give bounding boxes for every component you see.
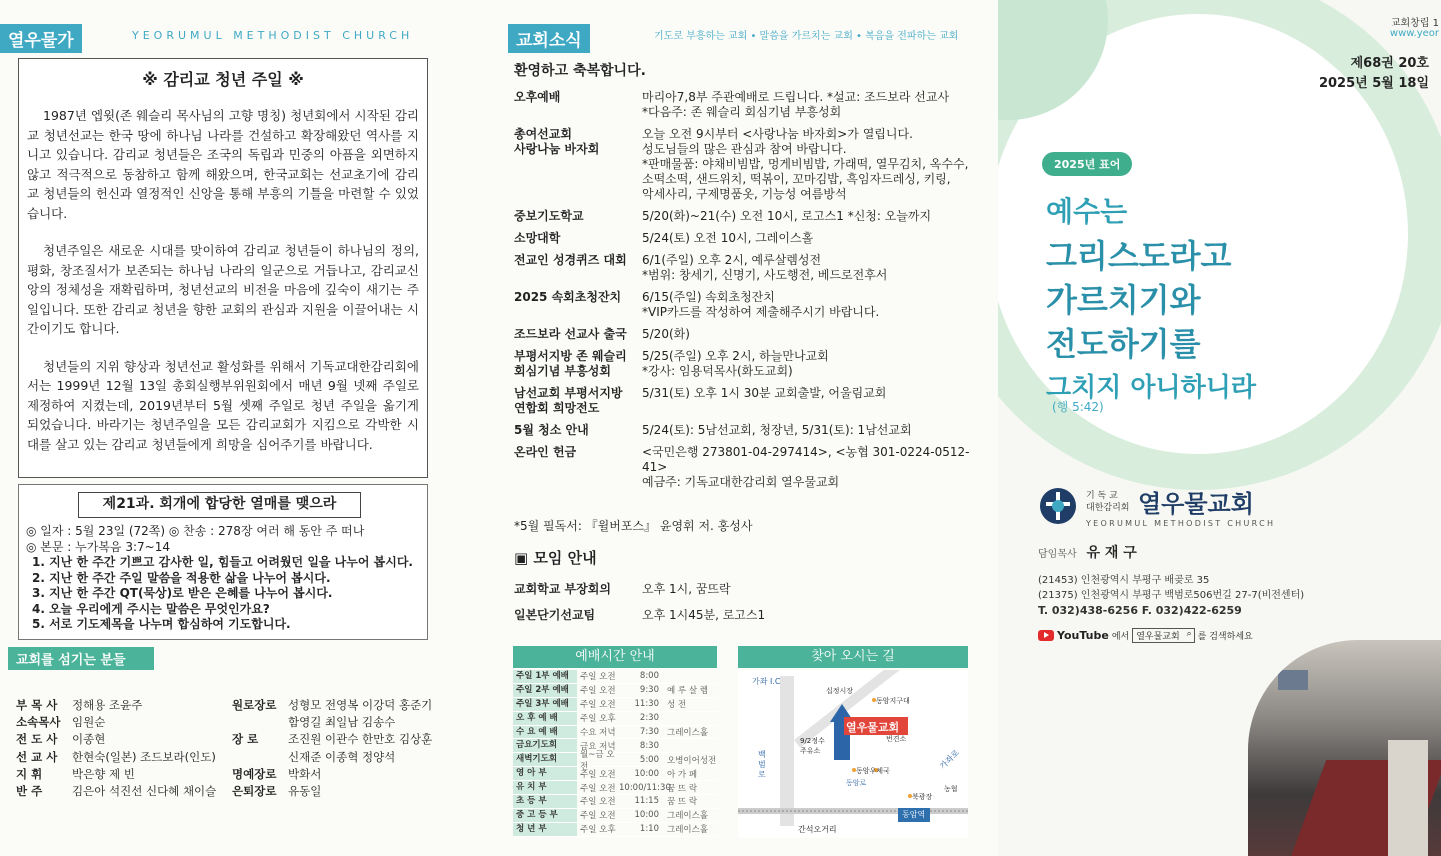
staff-names: 조진원 이관수 한만호 김상훈 bbox=[288, 732, 433, 747]
meeting-text: 오후 1시, 꿈뜨락 bbox=[642, 582, 731, 596]
map-label-place5: 북광장 bbox=[912, 793, 933, 801]
schedule-service: 영 아 부 bbox=[513, 767, 577, 780]
staff-role: 반 주 bbox=[16, 784, 43, 799]
staff-names: 박화서 bbox=[288, 766, 322, 781]
schedule-time: 11:30 bbox=[634, 699, 659, 710]
news-label: 전교인 성경퀴즈 대회 bbox=[514, 253, 627, 267]
news-label: 중보기도학교 bbox=[514, 209, 584, 223]
schedule-service: 주일 3부 예배 bbox=[513, 698, 577, 711]
meeting-list bbox=[514, 580, 974, 632]
schedule-day: 주일 오후 bbox=[580, 825, 616, 836]
schedule-place: 그레이스홀 bbox=[667, 825, 709, 836]
address-line: (21453) 인천광역시 부평구 배곶로 35 bbox=[1038, 575, 1210, 586]
map-label-place1: 동암지구대 bbox=[876, 697, 910, 705]
article-paragraph: 청년들의 지위 향상과 청년선교 활성화를 위해서 기독교대한감리회에서는 1999년 12월 13일 총회실행부위원회에서 매년 9월 넷째 주일로 제정하여 지켰는데, 2019년부터 5월 셋째 주일로 청년 주일을 옮기게 되었습니다. 바라기는 청년주일을 모든 감리교회가 지킴으로 각박한 시대를 살고 있는 감리교 청년들에게 희망을 심어주기를 바랍니다. bbox=[27, 358, 419, 452]
news-label: 부평서지방 존 웨슬리 회심기념 부흥성회 bbox=[514, 349, 627, 378]
meeting-label: 교회학교 부장회의 bbox=[514, 582, 611, 596]
logo-caption bbox=[1086, 490, 1129, 514]
youtube-tail: 를 검색하세요 bbox=[1197, 632, 1253, 642]
schedule-row bbox=[513, 767, 717, 781]
news-item bbox=[514, 127, 984, 202]
sanctuary-photo bbox=[1248, 640, 1441, 856]
schedule-time: 8:00 bbox=[639, 671, 659, 682]
schedule-service: 오 후 예 배 bbox=[513, 712, 577, 725]
staff-names: 함영길 최일남 김송수 bbox=[288, 714, 396, 729]
news-item bbox=[514, 209, 984, 224]
lesson-question: 5. 서로 기도제목을 나누며 합심하여 기도합니다. bbox=[32, 617, 291, 631]
schedule-service: 유 치 부 bbox=[513, 781, 577, 794]
motto-badge: 2025년 표어 bbox=[1042, 152, 1132, 176]
schedule-service: 수 요 예 배 bbox=[513, 726, 577, 739]
schedule-row bbox=[513, 698, 717, 712]
staff-names: 이종현 bbox=[72, 732, 106, 747]
schedule-row bbox=[513, 781, 717, 795]
search-icon: ⌕ bbox=[1186, 629, 1192, 639]
schedule-row bbox=[513, 795, 717, 809]
meeting-text: 오후 1시45분, 로고스1 bbox=[642, 608, 766, 622]
staff-names: 성형모 전영복 이강덕 홍준기 bbox=[288, 697, 433, 712]
news-label: 5월 청소 안내 bbox=[514, 423, 589, 437]
meeting-label: 일본단기선교팀 bbox=[514, 608, 596, 622]
news-label: 총여선교회 사랑나눔 바자회 bbox=[514, 127, 600, 156]
address-line: (21375) 인천광역시 부평구 백범로506번길 27-7(비전센터) bbox=[1038, 590, 1305, 601]
news-text: 6/1(주일) 오후 2시, 예루살렘성전 *범위: 창세기, 신명기, 사도행전, 베드로전후서 bbox=[642, 253, 888, 282]
youtube-mid: 에서 bbox=[1111, 632, 1130, 642]
issue-date: 2025년 5월 18일 bbox=[1318, 76, 1429, 91]
schedule-day: 주일 오전 bbox=[580, 672, 616, 683]
map-label-side-road: 백범로 bbox=[758, 750, 766, 779]
news-label: 2025 속회초청잔치 bbox=[514, 290, 622, 304]
news-text: 5/24(토) 오전 10시, 그레이스홀 bbox=[642, 231, 814, 245]
schedule-row bbox=[513, 749, 717, 772]
staff-role: 선 교 사 bbox=[16, 749, 58, 764]
schedule-title: 예배시간 안내 bbox=[513, 646, 717, 668]
news-text: 오늘 오전 9시부터 <사랑나눔 바자회>가 열립니다. 성도님들의 많은 관심과 참여 바랍니다. *판매물품: 야채비빔밥, 멍게비빔밥, 가래떡, 열무김치, 옥수수, 소떡소떡, 샌드위치, 떡볶이, 꼬마김밥, 흑임자드레싱, 키링, 악세사리, 구제명품옷, 기능성 여름방석 bbox=[642, 127, 969, 201]
staff-row bbox=[16, 713, 466, 730]
schedule-day: 주일 오전 bbox=[580, 700, 616, 711]
news-label: 오후예배 bbox=[514, 90, 561, 104]
youtube-search-box[interactable] bbox=[1132, 628, 1194, 643]
schedule-day: 수요 저녁 bbox=[580, 728, 616, 738]
motto-line: 그치지 아니하니라 bbox=[1046, 373, 1256, 403]
schedule-day: 주일 오전 bbox=[580, 686, 616, 697]
news-label: 조드보라 선교사 출국 bbox=[514, 327, 627, 341]
news-text: <국민은행 273801-04-297414>, <농협 301-0224-0512-41> 예금주: 기독교대한감리회 열우물교회 bbox=[642, 445, 970, 489]
lesson-question: 4. 오늘 우리에게 주시는 말씀은 무엇인가요? bbox=[32, 601, 270, 616]
news-item bbox=[514, 290, 984, 320]
motto-verse: (행 5:42) bbox=[1052, 400, 1104, 414]
map-label-place2: 9/2정수 주유소 bbox=[800, 737, 825, 755]
church-logo-icon bbox=[1038, 486, 1078, 526]
map-label-gajwa-road: 가좌로 bbox=[938, 748, 961, 771]
header-slogan: 기도로 부흥하는 교회 • 말씀을 가르치는 교회 • 복음을 전파하는 교회 bbox=[654, 31, 959, 42]
youtube-row bbox=[1038, 628, 1253, 643]
map-title: 찾아 오시는 길 bbox=[738, 646, 968, 668]
website-url: www.yeor bbox=[1389, 28, 1439, 39]
pastor-name: 유 재 구 bbox=[1086, 545, 1137, 561]
map-label-crossroad: 간석오거리 bbox=[798, 825, 837, 834]
news-item bbox=[514, 327, 984, 342]
schedule-place: 오병이어성전 bbox=[667, 755, 717, 766]
schedule-row bbox=[513, 809, 717, 823]
staff-list bbox=[16, 696, 466, 800]
schedule-place: 꿈 뜨 락 bbox=[667, 783, 698, 794]
staff-role: 소속목사 bbox=[16, 714, 61, 729]
news-item bbox=[514, 445, 984, 490]
motto-line: 그리스도라고 bbox=[1046, 237, 1232, 275]
phone-fax: T. 032)438-6256 F. 032)422-6259 bbox=[1038, 604, 1242, 617]
schedule-service: 주일 2부 예배 bbox=[513, 684, 577, 697]
news-item bbox=[514, 386, 984, 416]
schedule-day: 주일 오전 bbox=[580, 783, 616, 794]
news-label: 소망대학 bbox=[514, 231, 561, 245]
schedule-day: 주일 오후 bbox=[580, 714, 616, 725]
header-english: YEORUMUL METHODIST CHURCH bbox=[132, 29, 414, 42]
news-text: 5/20(화) bbox=[642, 327, 690, 341]
staff-row bbox=[16, 731, 466, 748]
schedule-time: 9:30 bbox=[639, 685, 659, 696]
staff-names: 유동일 bbox=[288, 784, 322, 799]
section-tag-yeorumulga: 열우물가 bbox=[0, 24, 82, 53]
news-label: 온라인 헌금 bbox=[514, 445, 577, 459]
article-box bbox=[18, 58, 428, 478]
staff-row bbox=[16, 765, 466, 782]
lesson-question: 3. 지난 한 주간 QT(묵상)로 받은 은혜를 나누어 봅시다. bbox=[32, 586, 333, 600]
motto-line: 가르치기와 bbox=[1046, 281, 1201, 319]
panel-cover bbox=[998, 0, 1441, 856]
pastor-line bbox=[1038, 542, 1137, 562]
church-name-english: YEORUMUL METHODIST CHURCH bbox=[1086, 519, 1276, 528]
news-item bbox=[514, 231, 984, 246]
welcome-text: 환영하고 축복합니다. bbox=[514, 63, 646, 79]
schedule-place: 꿈 뜨 락 bbox=[667, 797, 698, 808]
logo-caption-line: 기 독 교 bbox=[1086, 491, 1118, 501]
section-tag-staff: 교회를 섬기는 분들 bbox=[8, 647, 154, 670]
photo-pulpit bbox=[1388, 740, 1428, 856]
staff-names: 김은아 석진선 신다혜 채이슬 bbox=[72, 784, 217, 799]
news-text: 5/31(토) 오후 1시 30분 교회출발, 어울림교회 bbox=[642, 386, 887, 400]
location-map bbox=[738, 670, 968, 838]
news-item bbox=[514, 90, 984, 120]
staff-role: 명예장로 bbox=[232, 766, 277, 781]
map-label-market: 십정시장 bbox=[826, 687, 854, 695]
logo-caption-line: 대한감리회 bbox=[1086, 503, 1130, 513]
meeting-title: ▣ 모임 안내 bbox=[514, 549, 597, 567]
book-note: *5월 필독서: 『윌버포스』 윤영휘 저. 홍성사 bbox=[514, 519, 753, 533]
lesson-title: 제21과. 회개에 합당한 열매를 맺으라 bbox=[78, 492, 361, 518]
schedule-place: 그레이스홀 bbox=[667, 811, 709, 822]
schedule-day: 월~금 오전 bbox=[580, 749, 615, 772]
map-label-place3: 번견소 bbox=[886, 735, 907, 743]
schedule-day: 주일 오전 bbox=[580, 811, 616, 822]
schedule-service: 새벽기도회 bbox=[513, 753, 577, 766]
news-text: 마리아7,8부 주관예배로 드립니다. *설교: 조드보라 선교사 *다음주: 존 웨슬리 회심기념 부흥성회 bbox=[642, 90, 950, 119]
news-item bbox=[514, 253, 984, 283]
pastor-label: 담임목사 bbox=[1038, 549, 1077, 560]
staff-role: 원로장로 bbox=[232, 697, 277, 712]
schedule-row bbox=[513, 712, 717, 726]
schedule-time: 1:10 bbox=[639, 824, 659, 835]
map-label-church: 열우물교회 bbox=[846, 721, 900, 734]
staff-row bbox=[16, 782, 466, 799]
schedule-time: 2:30 bbox=[639, 713, 659, 724]
staff-role: 장 로 bbox=[232, 732, 259, 747]
map-label-station: 동암역 bbox=[902, 810, 926, 819]
staff-names: 임원순 bbox=[72, 714, 106, 729]
youtube-search-text: 열우물교회 bbox=[1136, 632, 1180, 642]
photo-screen bbox=[1278, 670, 1308, 690]
schedule-row bbox=[513, 684, 717, 698]
meeting-item bbox=[514, 606, 974, 632]
schedule-service: 금요기도회 bbox=[513, 739, 577, 752]
news-text: 6/15(주일) 속회초청잔치 *VIP카드를 작성하여 제출해주시기 바랍니다. bbox=[642, 290, 880, 319]
staff-names: 한현숙(일본) 조드보라(인도) bbox=[72, 749, 216, 764]
schedule-place: 그레이스홀 bbox=[667, 728, 709, 738]
lesson-date-hymn: ◎ 일자 : 5월 23일 (72쪽) ◎ 찬송 : 278장 여러 해 동안 주 떠나 bbox=[26, 524, 365, 538]
schedule-day: 주일 오전 bbox=[580, 769, 616, 780]
schedule-time: 8:30 bbox=[639, 740, 659, 751]
schedule-row bbox=[513, 670, 717, 684]
schedule-service: 초 등 부 bbox=[513, 795, 577, 808]
article-title: ※ 감리교 청년 주일 ※ bbox=[142, 70, 304, 89]
founding-note: 교회창립 1 bbox=[1390, 18, 1439, 29]
article-paragraph: 청년주일은 새로운 시대를 맞이하여 감리교 청년들이 하나님의 정의, 평화, 창조질서가 보존되는 하나님 나라의 일군으로 거듭나고, 감리교신앙의 정체성을 재확립하며, 청년선교의 비전을 마음에 깊숙이 새기는 주일입니다. 또한 감리교 청년을 향한 교회의 관심과 지원을 이끌어내는 시간이기도 합니다. bbox=[27, 243, 419, 336]
news-item bbox=[514, 423, 984, 438]
schedule-service: 청 년 부 bbox=[513, 823, 577, 836]
schedule-time: 10:00/11:30 bbox=[619, 782, 671, 793]
motto-line: 예수는 bbox=[1046, 195, 1128, 228]
section-tag-news: 교회소식 bbox=[508, 24, 590, 53]
staff-names: 정해용 조윤주 bbox=[72, 697, 143, 712]
schedule-row bbox=[513, 726, 717, 740]
news-text: 5/24(토): 5남선교회, 청장년, 5/31(토): 1남선교회 bbox=[642, 423, 912, 437]
lesson-details bbox=[26, 524, 466, 633]
meeting-item bbox=[514, 580, 974, 606]
panel-church-news bbox=[478, 0, 998, 856]
church-name: 열우물교회 bbox=[1138, 490, 1254, 518]
schedule-day: 금요 저녁 bbox=[580, 741, 616, 752]
staff-role: 부 목 사 bbox=[16, 697, 58, 712]
schedule-time: 5:00 bbox=[639, 754, 659, 765]
news-text: 5/20(화)~21(수) 오전 10시, 로고스1 *신청: 오늘까지 bbox=[642, 209, 932, 223]
map-label-place4: 동암우체국 bbox=[856, 767, 890, 775]
schedule-service: 주일 1부 예배 bbox=[513, 670, 577, 683]
schedule-time: 11:15 bbox=[634, 796, 659, 807]
schedule-time: 10:00 bbox=[634, 810, 659, 821]
schedule-place: 예 루 살 렘 bbox=[667, 686, 708, 697]
panel-youth-sunday bbox=[0, 0, 478, 856]
article-paragraph: 1987년 엡윗(존 웨슬리 목사님의 고향 명칭) 청년회에서 시작된 감리교 청년선교는 한국 땅에 하나님 나라를 건설하고 확장해왔던 역사를 지니고 있습니다. 감리교 청년들은 조국의 독립과 민중의 아픔을 외면하지 않고 적극적으로 동참하고 함께 해왔으며, 한국교회는 선교초기에 감리교 청년들의 헌신과 열정적인 신앙을 통해 부흥의 기틀을 마련할 수 있었습니다. bbox=[27, 108, 419, 221]
staff-role: 지 휘 bbox=[16, 766, 43, 781]
issue-number: 제68권 20호 bbox=[1350, 56, 1429, 71]
staff-row bbox=[16, 696, 466, 713]
schedule-day: 주일 오전 bbox=[580, 797, 616, 808]
schedule-time: 10:00 bbox=[634, 768, 659, 779]
contact-info bbox=[1038, 573, 1304, 618]
staff-row bbox=[16, 748, 466, 765]
staff-names: 박은향 제 빈 bbox=[72, 766, 135, 781]
map-label-dongam-road: 동암로 bbox=[846, 779, 867, 787]
youtube-icon bbox=[1038, 630, 1054, 641]
motto-line: 전도하기를 bbox=[1046, 325, 1201, 363]
schedule-place: 아 가 페 bbox=[667, 769, 698, 780]
news-item bbox=[514, 349, 984, 379]
lesson-scripture: ◎ 본문 : 누가복음 3:7~14 bbox=[26, 539, 170, 554]
motto-text bbox=[1046, 190, 1256, 410]
news-text: 5/25(주일) 오후 2시, 하늘만나교회 *강사: 임용덕목사(화도교회) bbox=[642, 349, 829, 378]
news-label: 남선교회 부평서지방 연합회 희망전도 bbox=[514, 386, 623, 415]
map-label-place6: 농협 bbox=[944, 785, 958, 793]
schedule-time: 7:30 bbox=[639, 727, 659, 737]
lesson-question: 1. 지난 한 주간 기쁘고 감사한 일, 힘들고 어려웠던 일을 나누어 봅시다. bbox=[32, 555, 413, 569]
staff-names: 신재준 이종혁 정양석 bbox=[288, 749, 396, 764]
schedule-row bbox=[513, 823, 717, 837]
map-label-ic: 가좌 I.C bbox=[752, 677, 781, 686]
schedule-service: 중 고 등 부 bbox=[513, 809, 577, 822]
lesson-question: 2. 지난 한 주간 주일 말씀을 적용한 삶을 나누어 봅시다. bbox=[32, 570, 331, 585]
youtube-label: YouTube bbox=[1057, 629, 1109, 642]
schedule-table bbox=[513, 670, 717, 837]
news-list bbox=[514, 90, 984, 497]
staff-role: 은퇴장로 bbox=[232, 784, 277, 799]
schedule-place: 성 전 bbox=[667, 700, 687, 711]
staff-role: 전 도 사 bbox=[16, 732, 58, 747]
